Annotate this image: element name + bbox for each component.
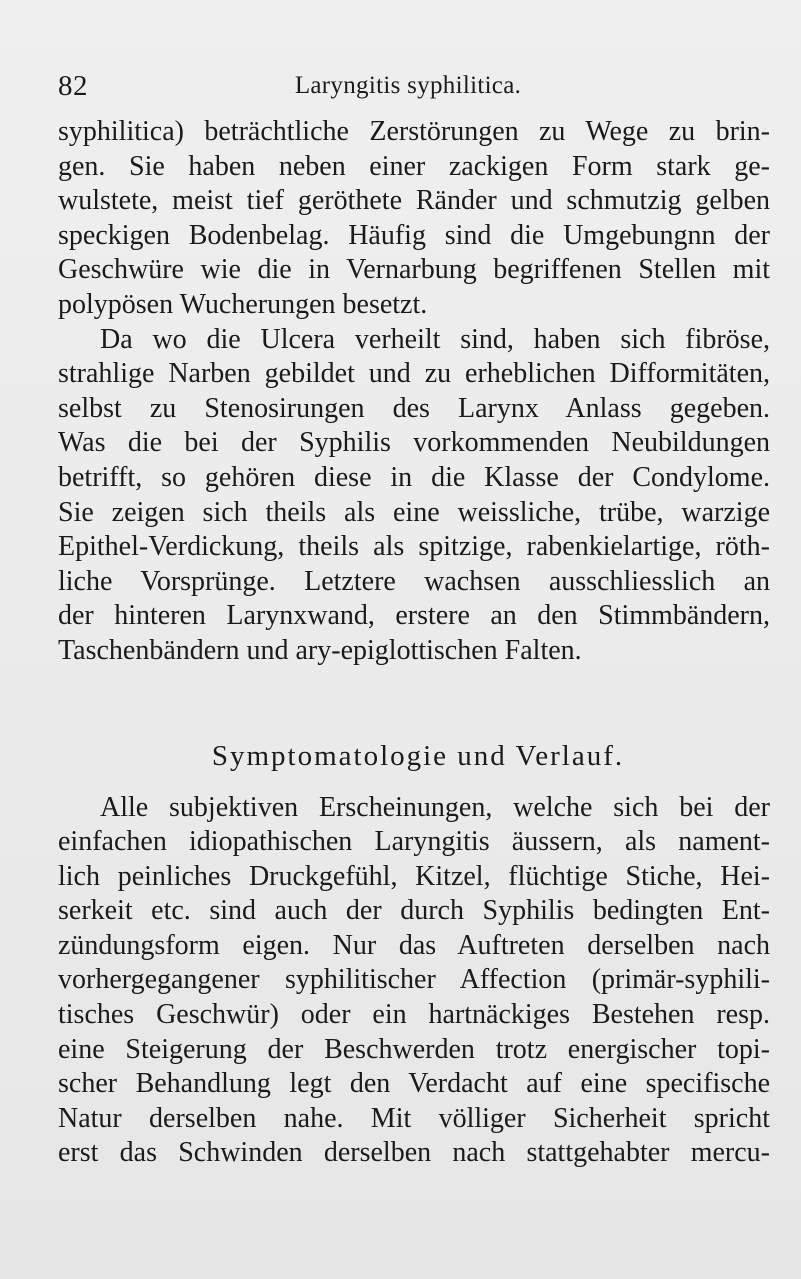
paragraph-1: [58, 115, 770, 323]
text-line: Geschwüre wie die in Vernarbung begriffenen Stellen mit: [58, 254, 770, 286]
running-head: Laryngitis syphilitica.: [294, 72, 522, 99]
text-line: Sie zeigen sich theils als eine weissliche, trübe, warzige: [58, 496, 770, 528]
paragraph-2: [58, 323, 770, 669]
text-line: Taschenbändern und ary-epiglottischen Falten.: [58, 634, 582, 666]
section-heading: Symptomatologie und Verlauf.: [211, 739, 625, 772]
text-line: eine Steigerung der Beschwerden trotz energischer topi-: [58, 1033, 770, 1065]
page-header: [58, 70, 758, 110]
text-line: speckigen Bodenbelag. Häufig sind die Umgebungnn der: [58, 219, 770, 251]
text-line: wulstete, meist tief geröthete Ränder und schmutzig gelben: [58, 185, 770, 217]
text-line: betrifft, so gehören diese in die Klasse der Condylome.: [58, 461, 770, 493]
text-line: selbst zu Stenosirungen des Larynx Anlass gegeben.: [58, 392, 770, 424]
text-line: erst das Schwinden derselben nach stattgehabter mercu-: [58, 1137, 770, 1169]
text-line: gen. Sie haben neben einer zackigen Form stark ge-: [58, 150, 770, 182]
text-line: Natur derselben nahe. Mit völliger Sicherheit spricht: [58, 1102, 770, 1134]
text-line: scher Behandlung legt den Verdacht auf eine specifische: [58, 1068, 770, 1100]
text-line: Da wo die Ulcera verheilt sind, haben sich fibröse,: [100, 323, 770, 355]
text-line: einfachen idiopathischen Laryngitis äussern, als nament-: [58, 826, 770, 858]
page-number: 82: [58, 70, 88, 102]
text-line: der hinteren Larynxwand, erstere an den Stimmbändern,: [58, 600, 770, 632]
text-line: strahlige Narben gebildet und zu erheblichen Difformitäten,: [58, 358, 770, 390]
paragraph-3: [58, 791, 770, 1172]
text-line: tisches Geschwür) oder ein hartnäckiges Bestehen resp.: [58, 999, 770, 1031]
text-line: liche Vorsprünge. Letztere wachsen ausschliesslich an: [58, 565, 770, 597]
text-line: Alle subjektiven Erscheinungen, welche sich bei der: [100, 791, 770, 823]
text-line: Was die bei der Syphilis vorkommenden Neubildungen: [58, 427, 770, 459]
text-line: lich peinliches Druckgefühl, Kitzel, flüchtige Stiche, Hei-: [58, 860, 770, 892]
text-line: zündungsform eigen. Nur das Auftreten derselben nach: [58, 929, 770, 961]
text-line: polypösen Wucherungen besetzt.: [58, 288, 428, 320]
text-line: vorhergegangener syphilitischer Affection (primär-syphili-: [58, 964, 770, 996]
body-text: [58, 115, 770, 1171]
text-line: Epithel-Verdickung, theils als spitzige, rabenkielartige, röth-: [58, 531, 770, 563]
text-line: serkeit etc. sind auch der durch Syphilis bedingten Ent-: [58, 895, 770, 927]
section-spacer: [58, 669, 770, 731]
heading-gap: [58, 781, 770, 791]
text-line: syphilitica) beträchtliche Zerstörungen zu Wege zu brin-: [58, 116, 770, 147]
